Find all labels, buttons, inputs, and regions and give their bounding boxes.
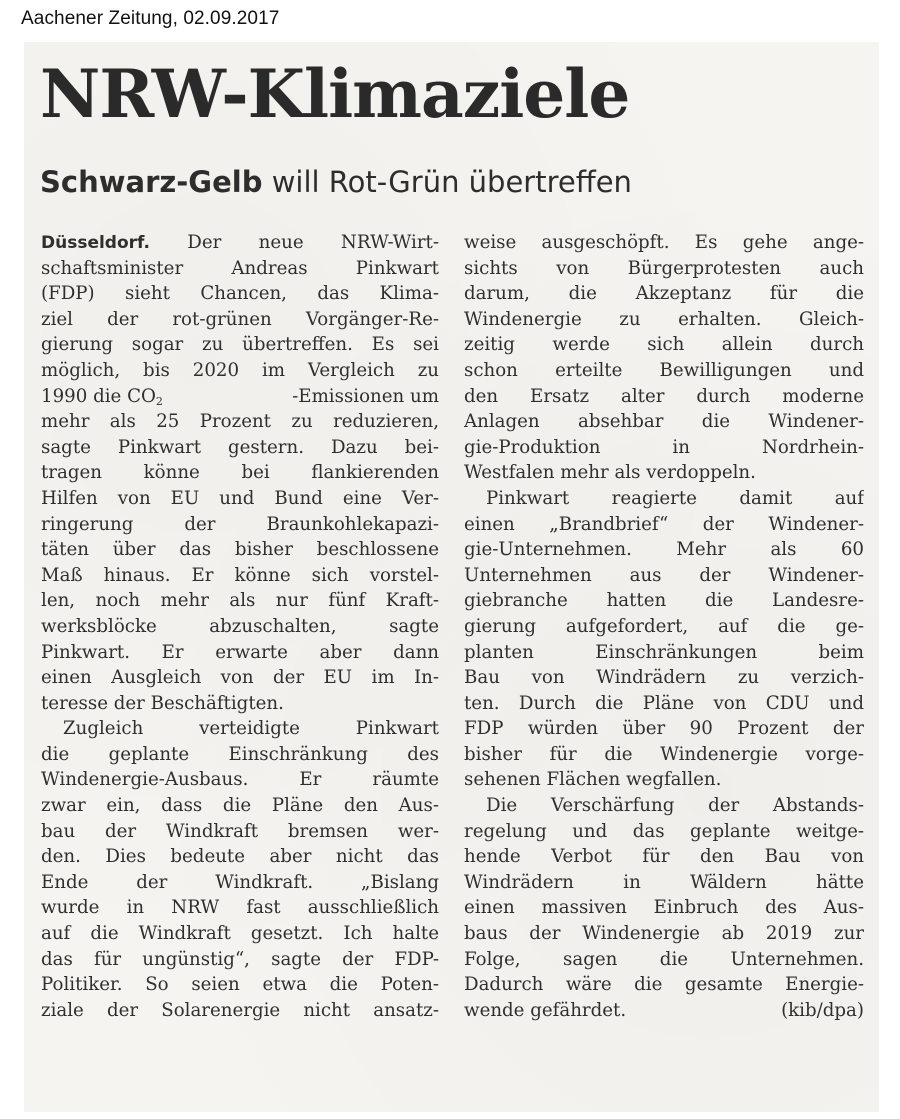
text-line: ten. Durch die Pläne von CDU und	[464, 692, 864, 714]
co2-prefix	[41, 384, 163, 410]
text-line: giebranche hatten die Landesre-	[464, 590, 864, 612]
text-line: Dadurch wäre die gesamte Energie-	[464, 974, 864, 996]
text-line: gie-Unternehmen. Mehr als 60	[464, 539, 864, 561]
text-line: gie-Produktion in Nordrhein-	[464, 436, 864, 458]
text-line: gierung aufgefordert, auf die ge-	[464, 615, 864, 637]
newspaper-clipping	[24, 42, 879, 1112]
byline: (kib/dpa)	[781, 999, 864, 1021]
co2-subscript: 2	[155, 394, 163, 408]
text-line: Die Verschärfung der Abstands-	[486, 795, 864, 817]
text-line	[41, 230, 439, 256]
text-line: Politiker. So seien etwa die Poten-	[41, 974, 439, 996]
text-line: Westfalen mehr als verdoppeln.	[464, 462, 756, 484]
text-line: Windenergie zu erhalten. Gleich-	[464, 308, 864, 330]
text-fragment: 1990 die CO	[41, 385, 156, 407]
text-line: wurde in NRW fast ausschließlich	[41, 897, 439, 919]
text-line	[41, 384, 439, 410]
text-line: sehenen Flächen wegfallen.	[464, 769, 722, 791]
text-line: sichts von Bürgerprotesten auch	[464, 257, 864, 279]
subheadline-rest: will Rot-Grün übertreffen	[262, 165, 632, 199]
text-line: sagte Pinkwart gestern. Dazu bei-	[41, 436, 439, 458]
text-line: Anlagen absehbar die Windener-	[464, 411, 864, 433]
text-line: ziel der rot-grünen Vorgänger-Re-	[41, 308, 439, 330]
text-line: Pinkwart. Er erwarte aber dann	[41, 641, 439, 663]
co2-rest: -Emissionen um	[292, 385, 439, 407]
text-line: mehr als 25 Prozent zu reduzieren,	[41, 411, 439, 433]
subheadline-bold: Schwarz-Gelb	[40, 165, 263, 199]
text-line: werksblöcke abzuschalten, sagte	[41, 615, 439, 637]
text-line: tragen könne bei flankierenden	[41, 462, 439, 484]
text-line: einen „Brandbrief“ der Windener-	[464, 513, 864, 535]
text-line: auf die Windkraft gesetzt. Ich halte	[41, 923, 439, 945]
text-fragment: wende gefährdet.	[464, 999, 627, 1021]
text-line: Maß hinaus. Er könne sich vorstel-	[41, 564, 439, 586]
text-line: Ende der Windkraft. „Bislang	[41, 871, 439, 893]
subheadline	[40, 162, 632, 202]
text-line: hende Verbot für den Bau von	[464, 846, 864, 868]
text-line: möglich, bis 2020 im Vergleich zu	[41, 359, 439, 381]
text-line: zwar ein, dass die Pläne den Aus-	[41, 795, 439, 817]
text-line: bau der Windkraft bremsen wer-	[41, 820, 439, 842]
text-line: baus der Windenergie ab 2019 zur	[464, 923, 864, 945]
text-line: darum, die Akzeptanz für die	[464, 283, 864, 305]
text-line: die geplante Einschränkung des	[41, 743, 439, 765]
text-line: ringerung der Braunkohlekapazi-	[41, 513, 439, 535]
text-fragment: Der neue NRW-Wirt-	[149, 232, 439, 253]
text-line	[464, 998, 864, 1024]
text-line: ziale der Solarenergie nicht ansatz-	[41, 999, 439, 1021]
text-line: Hilfen von EU und Bund eine Ver-	[41, 487, 439, 509]
text-line: täten über das bisher beschlossene	[41, 539, 439, 561]
text-line: Bau von Windrädern zu verzich-	[464, 667, 864, 689]
headline: NRW-Klimaziele	[40, 55, 630, 133]
text-line: Windenergie-Ausbaus. Er räumte	[41, 769, 439, 791]
text-line: das für ungünstig“, sagte der FDP-	[41, 948, 439, 970]
text-line: Unternehmen aus der Windener-	[464, 564, 864, 586]
text-line: (FDP) sieht Chancen, das Klima-	[41, 283, 439, 305]
text-line: einen Ausgleich von der EU im In-	[41, 667, 439, 689]
text-line: Pinkwart reagierte damit auf	[486, 487, 864, 509]
text-line: zeitig werde sich allein durch	[464, 334, 864, 356]
text-line: schaftsminister Andreas Pinkwart	[41, 257, 439, 279]
article-column-right	[464, 230, 864, 1023]
text-line: gierung sogar zu übertreffen. Es sei	[41, 334, 439, 356]
text-line: len, noch mehr als nur fünf Kraft-	[41, 590, 439, 612]
text-line: Zugleich verteidigte Pinkwart	[63, 718, 439, 740]
text-line: schon erteilte Bewilligungen und	[464, 359, 864, 381]
text-line: den. Dies bedeute aber nicht das	[41, 846, 439, 868]
text-line: einen massiven Einbruch des Aus-	[464, 897, 864, 919]
dateline: Düsseldorf.	[41, 233, 150, 253]
article-column-left	[41, 230, 439, 1023]
text-line: den Ersatz alter durch moderne	[464, 385, 864, 407]
text-line: teresse der Beschäftigten.	[41, 692, 284, 714]
text-line: weise ausgeschöpft. Es gehe ange-	[464, 232, 864, 253]
source-line: Aachener Zeitung, 02.09.2017	[21, 8, 280, 29]
text-line: Folge, sagen die Unternehmen.	[464, 948, 864, 970]
text-line: Windrädern in Wäldern hätte	[464, 871, 864, 893]
text-line: bisher für die Windenergie vorge-	[464, 743, 864, 765]
text-line: FDP würden über 90 Prozent der	[464, 718, 864, 740]
text-line: regelung und das geplante weitge-	[464, 820, 864, 842]
text-line: planten Einschränkungen beim	[464, 641, 864, 663]
